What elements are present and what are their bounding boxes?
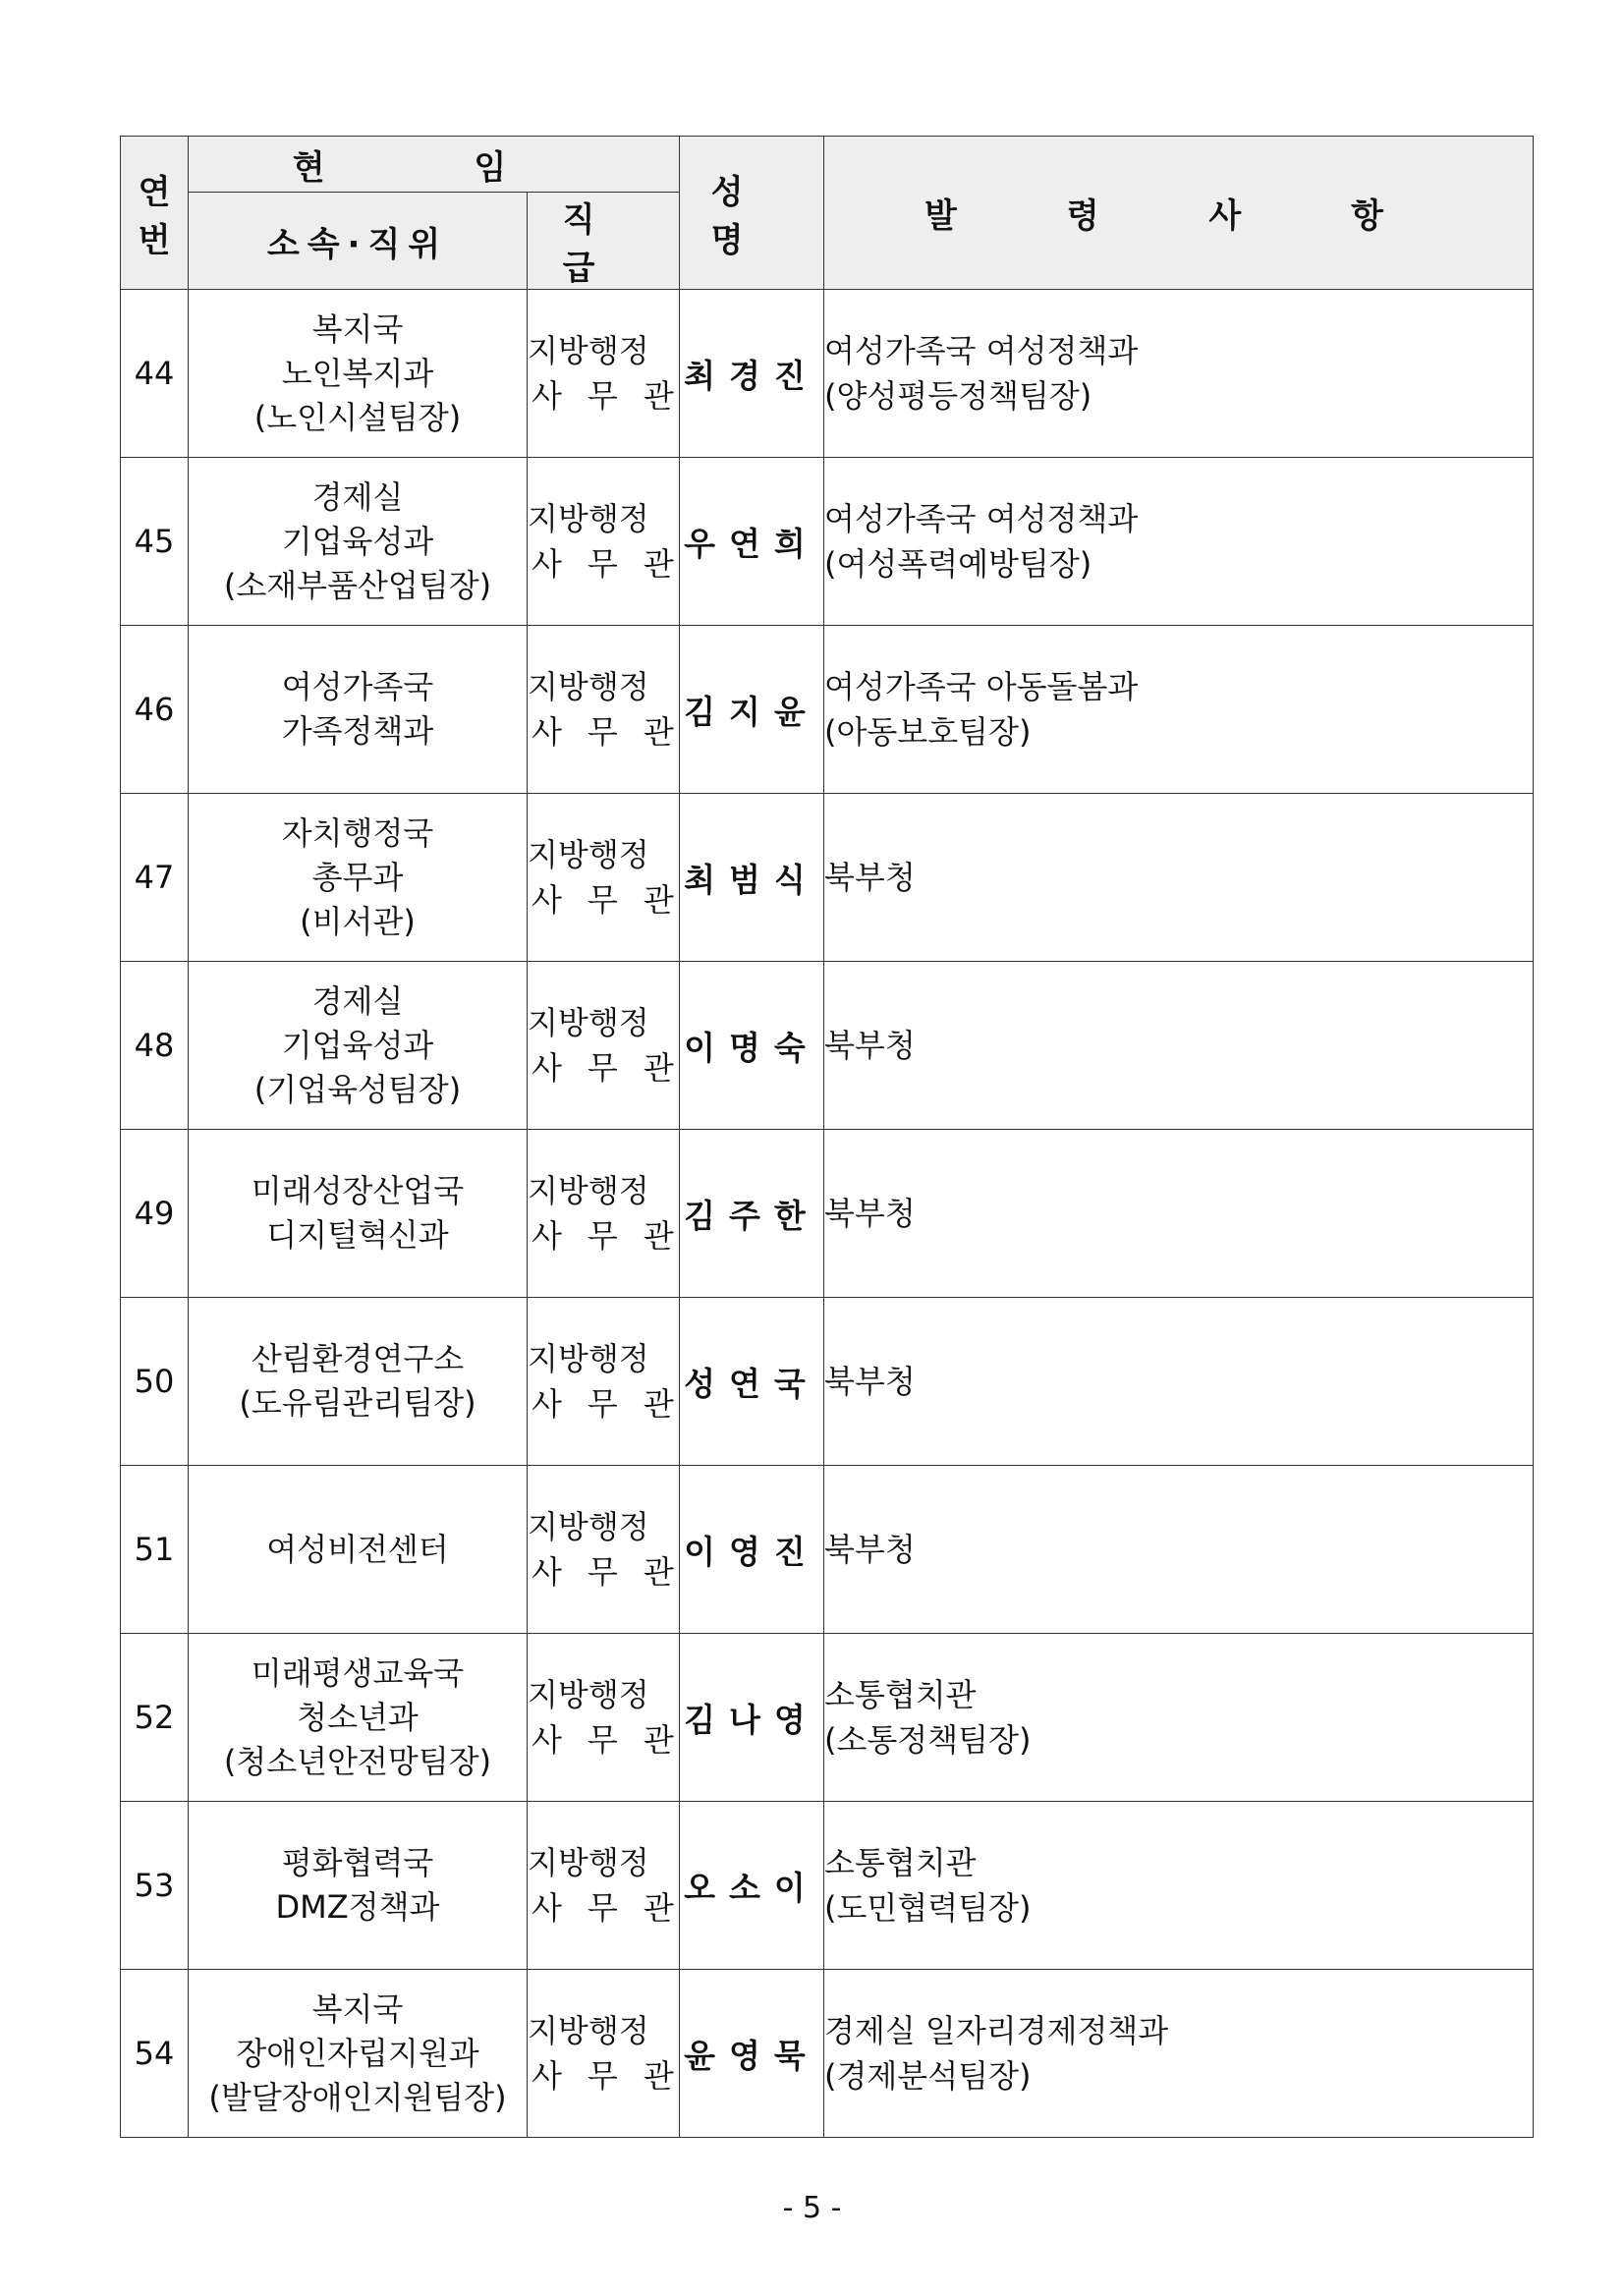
table-row [121,1130,1534,1298]
affiliation-line: (노인시설팀장) [253,398,462,436]
appointment-line: 북부청 [824,1363,916,1400]
grade-line: 지방행정 [528,668,649,705]
row-affiliation [189,1298,528,1466]
affiliation-line: 가족정책과 [281,712,434,750]
row-name: 최범식 [680,794,824,962]
affiliation-line: (청소년안전망팀장) [223,1742,492,1780]
appointment-line: 여성가족국 아동돌봄과 [824,668,1139,705]
appointment-line: 북부청 [824,859,916,896]
grade-line: 지방행정 [528,1340,649,1377]
appointment-line: 소통협치관 [824,1676,977,1713]
grade-line: 지방행정 [528,1508,649,1545]
row-affiliation [189,962,528,1130]
row-name: 최경진 [680,290,824,458]
appointment-line: 북부청 [824,1027,916,1064]
grade-line: 사무관 [532,2057,700,2095]
appointment-line: 여성가족국 여성정책과 [824,500,1139,537]
row-appointment [824,1970,1534,2138]
appointment-line: 소통협치관 [824,1844,977,1881]
affiliation-line: (기업육성팀장) [253,1070,462,1108]
row-grade [528,1298,700,1466]
affiliation-line: 여성비전센터 [266,1530,449,1568]
row-appointment [824,1634,1534,1802]
grade-line: 지방행정 [528,1004,649,1041]
appointment-line: (경제분석팀장) [824,2057,1032,2095]
grade-line: 사무관 [532,377,700,415]
grade-line: 지방행정 [528,1676,649,1713]
grade-line: 사무관 [532,1049,700,1087]
row-name: 윤영묵 [680,1970,824,2138]
row-grade [528,1970,700,2138]
row-appointment [824,962,1534,1130]
grade-line: 사무관 [532,1217,700,1255]
header-name: 성 명 [680,137,824,290]
affiliation-line: 노인복지과 [281,354,434,392]
row-affiliation [189,1802,528,1970]
header-no-line-1: 연 [138,172,171,212]
appointment-line: (소통정책팀장) [824,1721,1032,1759]
appointment-line: 북부청 [824,1531,916,1568]
affiliation-line: (비서관) [300,902,416,940]
appointment-line: (도민협력팀장) [824,1889,1032,1927]
row-name: 이영진 [680,1466,824,1634]
row-grade [528,1634,700,1802]
affiliation-line: (발달장애인지원팀장) [208,2078,507,2116]
row-affiliation [189,626,528,794]
row-number: 53 [121,1802,189,1970]
affiliation-line: 경제실 [311,477,404,516]
appointment-line: 북부청 [824,1195,916,1232]
row-name: 김지윤 [680,626,824,794]
table-row [121,1298,1534,1466]
affiliation-line: 미래평생교육국 [251,1653,465,1692]
table-row [121,290,1534,458]
appointment-line: (아동보호팀장) [824,713,1032,751]
affiliation-line: 자치행정국 [281,813,434,852]
header-no [121,137,189,290]
page-number: - 5 - [782,2191,842,2225]
affiliation-line: 총무과 [311,858,404,896]
affiliation-line: 여성가족국 [281,668,434,705]
row-name: 이명숙 [680,962,824,1130]
grade-line: 사무관 [532,1385,700,1423]
grade-line: 사무관 [532,881,700,919]
header-order: 발 령 사 항 [824,137,1534,290]
row-affiliation [189,1970,528,2138]
row-number: 51 [121,1466,189,1634]
grade-line: 사무관 [532,1553,700,1591]
table-row [121,1466,1534,1634]
appointment-line: (양성평등정책팀장) [824,377,1092,415]
row-grade [528,1466,700,1634]
row-appointment [824,290,1534,458]
table-body [121,290,1534,2138]
row-appointment [824,626,1534,794]
affiliation-line: 디지털혁신과 [266,1216,449,1254]
grade-line: 사무관 [532,545,700,583]
affiliation-line: 평화협력국 [281,1844,434,1881]
row-number: 48 [121,962,189,1130]
table-row [121,1802,1534,1970]
grade-line: 사무관 [532,713,700,751]
row-grade [528,1130,700,1298]
row-affiliation [189,794,528,962]
affiliation-line: 청소년과 [297,1698,419,1736]
affiliation-line: 장애인자립지원과 [236,2034,479,2072]
row-appointment [824,458,1534,626]
table-row [121,794,1534,962]
grade-line: 사무관 [532,1889,700,1927]
affiliation-line: 기업육성과 [281,1026,434,1064]
grade-line: 지방행정 [528,1844,649,1881]
affiliation-line: 산림환경연구소 [251,1340,465,1377]
grade-line: 지방행정 [528,1172,649,1209]
table-row [121,626,1534,794]
row-grade [528,794,700,962]
grade-line: 지방행정 [528,2012,649,2049]
row-number: 46 [121,626,189,794]
row-grade [528,626,700,794]
row-appointment [824,1298,1534,1466]
row-appointment [824,1802,1534,1970]
header-grade: 직 급 [528,193,680,290]
row-name: 우연희 [680,458,824,626]
row-appointment [824,1130,1534,1298]
row-affiliation [189,1130,528,1298]
row-name: 김주한 [680,1130,824,1298]
row-affiliation [189,290,528,458]
row-number: 54 [121,1970,189,2138]
affiliation-line: DMZ정책과 [275,1888,440,1926]
affiliation-line: (소재부품산업팀장) [223,566,492,604]
row-name: 오소이 [680,1802,824,1970]
table-row [121,1634,1534,1802]
table-row [121,1970,1534,2138]
row-number: 49 [121,1130,189,1298]
row-affiliation [189,1634,528,1802]
row-grade [528,962,700,1130]
header-affiliation: 소속·직위 [189,193,528,290]
grade-line: 사무관 [532,1721,700,1759]
header-no-line-2: 번 [138,220,171,260]
appointment-line: 여성가족국 여성정책과 [824,332,1139,369]
grade-line: 지방행정 [528,836,649,873]
grade-line: 지방행정 [528,332,649,369]
appointment-line: (여성폭력예방팀장) [824,545,1092,583]
affiliation-line: 기업육성과 [281,522,434,560]
affiliation-line: 복지국 [311,309,404,348]
table-row [121,962,1534,1130]
affiliation-line: 미래성장산업국 [251,1172,465,1209]
header-current: 현 임 [189,137,680,193]
row-number: 45 [121,458,189,626]
affiliation-line: 경제실 [311,981,404,1020]
row-grade [528,1802,700,1970]
row-number: 52 [121,1634,189,1802]
affiliation-line: (도유림관리팀장) [239,1384,476,1422]
row-name: 김나영 [680,1634,824,1802]
row-affiliation [189,1466,528,1634]
row-grade [528,290,700,458]
row-grade [528,458,700,626]
affiliation-line: 복지국 [311,1989,404,2028]
table-row [121,458,1534,626]
row-appointment [824,1466,1534,1634]
row-number: 47 [121,794,189,962]
row-affiliation [189,458,528,626]
personnel-table [120,136,1534,2138]
grade-line: 지방행정 [528,500,649,537]
row-appointment [824,794,1534,962]
row-number: 50 [121,1298,189,1466]
row-number: 44 [121,290,189,458]
appointment-line: 경제실 일자리경제정책과 [824,2012,1169,2049]
row-name: 성연국 [680,1298,824,1466]
